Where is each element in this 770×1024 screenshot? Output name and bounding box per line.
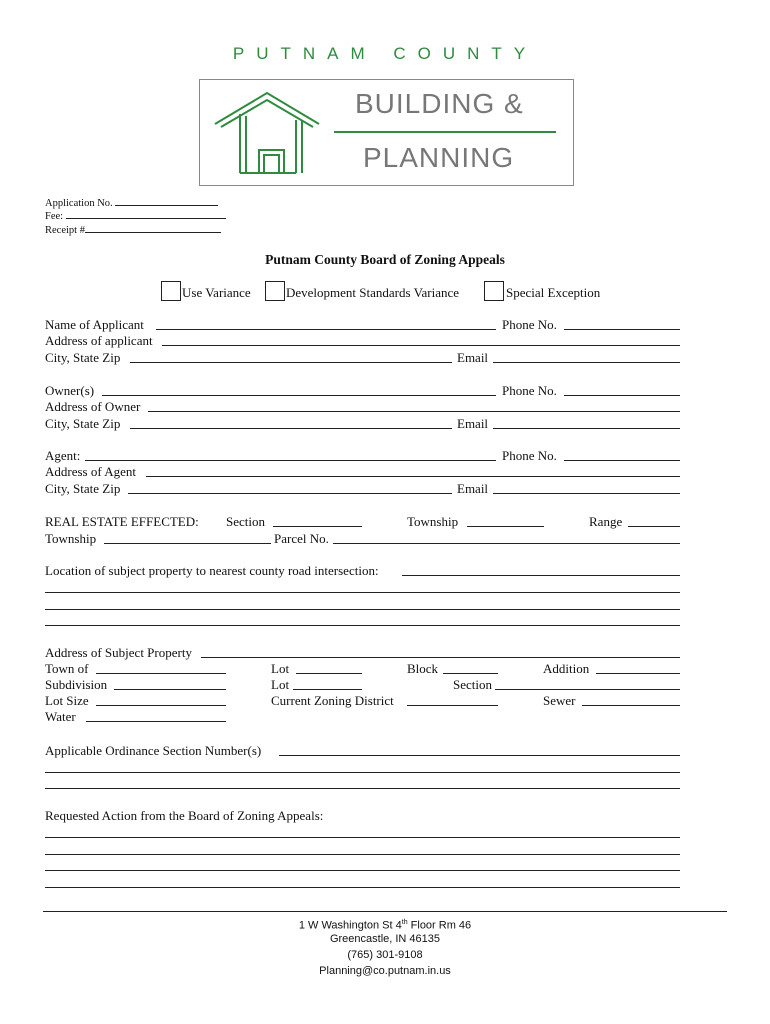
agent-email-label: Email: [457, 481, 489, 496]
agent-city-label: City, State Zip: [45, 481, 121, 496]
lot1-label: Lot: [271, 661, 290, 676]
location-field-4[interactable]: [45, 625, 680, 626]
footer-email[interactable]: Planning@co.putnam.in.us: [319, 965, 451, 977]
applicant-name-label: Name of Applicant: [45, 317, 144, 332]
lot-size-label: Lot Size: [45, 693, 89, 708]
footer-divider: [43, 911, 727, 912]
ordinance-field-3[interactable]: [45, 788, 680, 789]
owner-city-field[interactable]: [130, 428, 452, 429]
subdivision-label: Subdivision: [45, 677, 108, 692]
agent-city-field[interactable]: [128, 493, 452, 494]
zoning-field[interactable]: [407, 705, 498, 706]
logo-rule: [334, 131, 556, 133]
section-field[interactable]: [273, 526, 362, 527]
sewer-field[interactable]: [582, 705, 680, 706]
township-field[interactable]: [467, 526, 544, 527]
ordinance-field-1[interactable]: [279, 755, 680, 756]
subdivision-field[interactable]: [114, 689, 226, 690]
applicant-city-field[interactable]: [130, 362, 452, 363]
water-field[interactable]: [86, 721, 226, 722]
township2-label: Township: [45, 531, 97, 546]
range-field[interactable]: [628, 526, 680, 527]
parcel-label: Parcel No.: [274, 531, 329, 546]
real-estate-label: REAL ESTATE EFFECTED:: [45, 514, 199, 529]
requested-action-field-4[interactable]: [45, 887, 680, 888]
application-no-field[interactable]: [115, 194, 218, 206]
town-label: Town of: [45, 661, 89, 676]
owner-address-field[interactable]: [148, 411, 680, 412]
owner-email-label: Email: [457, 416, 489, 431]
requested-action-field-2[interactable]: [45, 854, 680, 855]
sewer-label: Sewer: [543, 693, 576, 708]
logo-planning-text: PLANNING: [363, 142, 515, 173]
block-field[interactable]: [443, 673, 498, 674]
property-address-field[interactable]: [201, 657, 680, 658]
development-standards-checkbox[interactable]: [265, 281, 285, 301]
application-no-label: Application No.: [45, 198, 113, 209]
fee-field[interactable]: [66, 207, 226, 219]
lot2-field[interactable]: [293, 689, 362, 690]
location-label: Location of subject property to nearest county road intersection:: [45, 563, 379, 578]
footer-address-floor: Floor Rm 46: [407, 919, 472, 932]
receipt-row: [45, 221, 221, 239]
applicant-phone-label: Phone No.: [502, 317, 557, 332]
location-field-1[interactable]: [402, 575, 680, 576]
agent-address-field[interactable]: [146, 476, 680, 477]
agent-phone-label: Phone No.: [502, 448, 557, 463]
range-label: Range: [589, 514, 623, 529]
property-section-field[interactable]: [495, 689, 680, 690]
owner-address-label: Address of Owner: [45, 399, 141, 414]
water-label: Water: [45, 709, 76, 724]
owner-email-field[interactable]: [493, 428, 680, 429]
section-label: Section: [226, 514, 265, 529]
receipt-field[interactable]: [85, 221, 221, 233]
fee-label: Fee:: [45, 211, 64, 222]
development-standards-label: Development Standards Variance: [286, 285, 460, 300]
lot2-label: Lot: [271, 677, 290, 692]
special-exception-label: Special Exception: [506, 285, 601, 300]
block-label: Block: [407, 661, 439, 676]
agent-email-field[interactable]: [493, 493, 680, 494]
applicant-city-label: City, State Zip: [45, 350, 121, 365]
owner-name-field[interactable]: [102, 395, 496, 396]
applicant-address-field[interactable]: [162, 345, 680, 346]
agent-address-label: Address of Agent: [45, 464, 136, 479]
owner-city-label: City, State Zip: [45, 416, 121, 431]
parcel-field[interactable]: [333, 543, 680, 544]
lot-size-field[interactable]: [96, 705, 226, 706]
footer-address-text: 1 W Washington St 4: [298, 919, 402, 932]
township-label: Township: [407, 514, 459, 529]
ordinance-field-2[interactable]: [45, 772, 680, 773]
owner-phone-label: Phone No.: [502, 383, 557, 398]
owner-phone-field[interactable]: [564, 395, 680, 396]
applicant-phone-field[interactable]: [564, 329, 680, 330]
logo-building-text: BUILDING &: [355, 88, 524, 119]
owner-name-label: Owner(s): [45, 383, 95, 398]
addition-field[interactable]: [596, 673, 680, 674]
applicant-address-label: Address of applicant: [45, 333, 153, 348]
town-field[interactable]: [96, 673, 226, 674]
house-logo-icon: [212, 90, 322, 176]
lot1-field[interactable]: [296, 673, 362, 674]
agent-phone-field[interactable]: [564, 460, 680, 461]
special-exception-checkbox[interactable]: [484, 281, 504, 301]
use-variance-checkbox[interactable]: [161, 281, 181, 301]
use-variance-label: Use Variance: [182, 285, 251, 300]
ordinance-label: Applicable Ordinance Section Number(s): [45, 743, 262, 758]
location-field-3[interactable]: [45, 609, 680, 610]
addition-label: Addition: [543, 661, 590, 676]
requested-action-field-1[interactable]: [45, 837, 680, 838]
footer-phone: (765) 301-9108: [347, 949, 423, 961]
requested-action-field-3[interactable]: [45, 870, 680, 871]
applicant-email-label: Email: [457, 350, 489, 365]
location-field-2[interactable]: [45, 592, 680, 593]
property-section-label: Section: [453, 677, 492, 692]
zoning-label: Current Zoning District: [271, 693, 394, 708]
form-title: Putnam County Board of Zoning Appeals: [265, 252, 505, 267]
county-title: PUTNAM COUNTY: [232, 44, 538, 63]
footer-city: Greencastle, IN 46135: [329, 933, 441, 945]
requested-action-label: Requested Action from the Board of Zoning Appeals:: [45, 808, 324, 823]
footer-address-sup: th: [401, 919, 408, 926]
receipt-label: Receipt #: [45, 225, 85, 236]
agent-name-label: Agent:: [45, 448, 81, 463]
property-address-label: Address of Subject Property: [45, 645, 192, 660]
township2-field[interactable]: [104, 543, 271, 544]
applicant-name-field[interactable]: [156, 329, 496, 330]
agent-name-field[interactable]: [85, 460, 496, 461]
applicant-email-field[interactable]: [493, 362, 680, 363]
